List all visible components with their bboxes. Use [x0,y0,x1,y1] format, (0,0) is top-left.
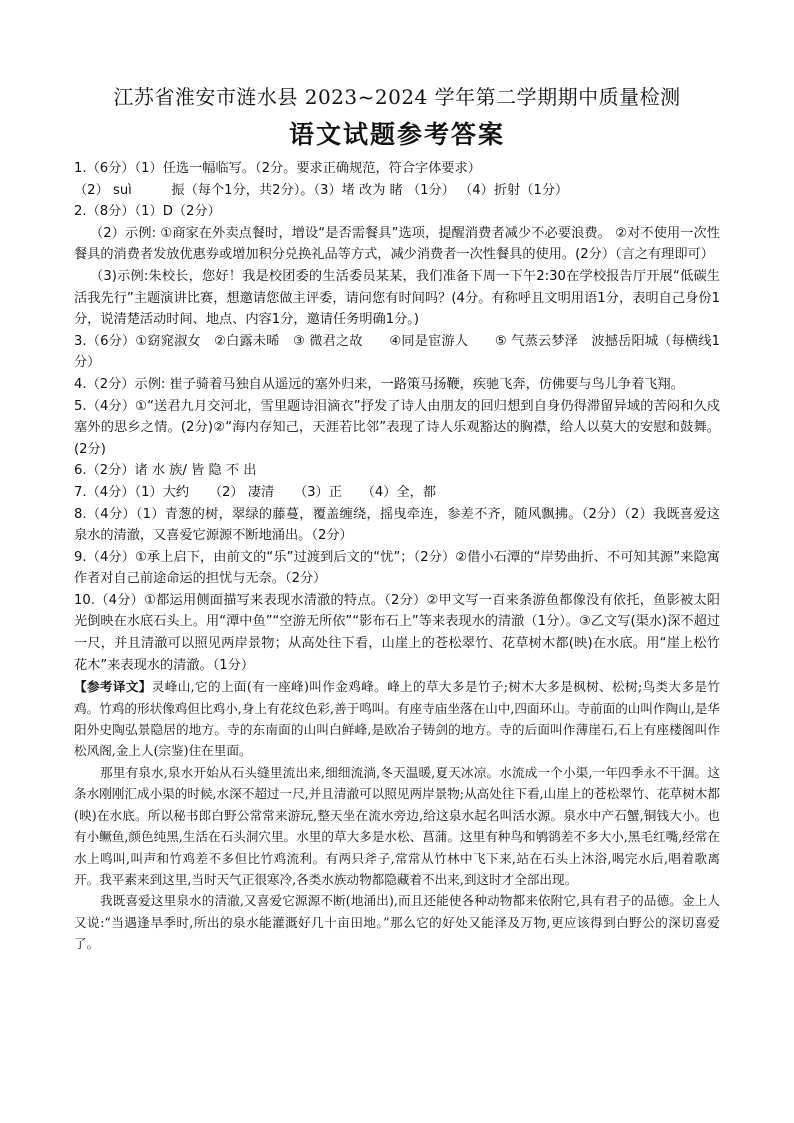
answer-1-continued: （2） suì 振（每个1分，共2分）。（3）堵 改为 睹 （1分） （4）折射（1分） [74,182,569,198]
answer-5: 5.（4分）①“送君九月交河北，雪里题诗泪滴衣”抒发了诗人由朋友的回归想到自身仍得滞留异域的苦闷和久戍塞外的思乡之情。(2分)②“海内存知己，天涯若比邻”表现了诗人乐观豁达的胸襟，给人以莫大的安慰和鼓舞。(2分) [74,398,720,457]
answer-list [74,158,720,676]
answer-10: 10.（4分）①都运用侧面描写来表现水清澈的特点。（2分）②甲文写一百来条游鱼都像没有依托，鱼影被太阳光倒映在水底石头上。用“潭中鱼”“空游无所依”“影布石上”等来表现水的清澈（1分）。③乙文写(渠水)深不超过一尺，并且清澈可以照见两岸景物；从高处往下看，山崖上的苍松翠竹、花草树木都(映)在水底。用“崖上松竹花木”来表现水的清澈。（1分） [74,592,720,673]
answer-6: 6.（2分）诸 水 族/ 皆 隐 不 出 [74,463,257,479]
document-title: 语文试题参考答案 [288,120,505,149]
exam-title: 江苏省淮安市涟水县 2023~2024 学年第二学期期中质量检测 [113,85,681,109]
answer-1: 1.（6分）（1）任选一幅临写。（2分。要求正确规范，符合字体要求） [74,161,481,176]
answer-7: 7.（4分）（1）大约 （2） 凄清 （3）正 （4）全，都 [74,484,437,500]
answer-3: 3.（6分）①窈窕淑女 ②白露未晞 ③ 微君之故 ④同是宦游人 ⑤ 气蒸云梦泽 波撼岳阳城（每横线1分） [74,333,720,371]
answer-8: 8.（4分）（1）青葱的树，翠绿的藤蔓，覆盖缠绕，摇曳牵连，参差不齐，随风飘拂。（2分）（2）我既喜爱这泉水的清澈，又喜爱它源源不断地涌出。（2分） [74,506,720,544]
answer-2-part-2: （2）示例: ①商家在外卖点餐时，增设“是否需餐具”选项，提醒消费者减少不必要浪费。 ②对不使用一次性餐具的消费者发放优惠券或增加积分兑换礼品等方式，减少消费者一次性餐具的使用。(2分）（言之有理即可） [74,225,720,263]
reference-paragraph-1 [74,676,720,762]
reference-paragraph-3: 我既喜爱这里泉水的清澈,又喜爱它源源不断(地涌出),而且还能使各种动物都来依附它,具有君子的品德。金上人又说:“当遇逢旱季时,所出的泉水能灌溉好几十亩田地。”那么它的好处又能泽及万物,更应该得到白野公的深切喜爱了。 [74,893,720,952]
answer-2-part-3: （3)示例:朱校长，您好！我是校团委的生活委员某某，我们准备下周一下午2:30在学校报告厅开展“低碳生活我先行”主题演讲比赛，想邀请您做主评委，请问您有时间吗？(4分。有称呼且文明用语1分，表明自己身份1分，说清楚活动时间、地点、内容1分，邀请任务明确1分。) [74,268,720,328]
answer-4: 4.（2分）示例: 崔子骑着马独自从遥远的塞外归来，一路策马扬鞭，疾驰飞奔，仿佛要与鸟儿争着飞翔。 [74,376,684,392]
reference-paragraph-2: 那里有泉水,泉水开始从石头缝里流出来,细细流淌,冬天温暖,夏天冰凉。水流成一个小渠,一年四季永不干涸。这条水刚刚汇成小渠的时候,水深不超过一尺,并且清澈可以照见两岸景物;从高处往下看,山崖上的苍松翠竹、花草树木都(映)在水底。所以秘书郎白野公常常来游玩,整天坐在流水旁边,给这泉水起名叫活水源。泉水中产石蟹,铜钱大小。也有小鳜鱼,颜色纯黑,生活在石头洞穴里。水里的草大多是水松、菖蒲。这里有种鸟和鸲鹆差不多大小,黑毛红嘴,经常在水上鸣叫,叫声和竹鸡差不多但比竹鸡流利。有两只斧子,常常从竹林中飞下来,站在石头上沐浴,喝完水后,唱着歌离开。我平素来到这里,当时天气正很寒冷,各类水族动物都隐藏着不出来,到这时才全部出现。 [74,764,720,887]
reference-text-1: 灵峰山,它的上面(有一座峰)叫作金鸡峰。峰上的草大多是竹子;树木大多是枫树、松树;鸟类大多是竹鸡。竹鸡的形状像鸡但比鸡小,身上有花纹色彩,善于鸣叫。有座寺庙坐落在山中,四面环山。寺前面的山叫作陶山,是华阳外史陶弘景隐居的地方。寺的东南面的山叫白鲜峰,是欧冶子铸剑的地方。寺的后面叫作薄崖石,石上有座楼阁叫作松风阁,金上人(宗鉴)住在里面。 [74,679,720,759]
reference-heading: 【参考译文】 [74,679,152,695]
answer-2: 2.（8分）（1）D（2分） [74,204,221,220]
reference-translation [74,676,720,954]
answer-9: 9.（4分）①承上启下，由前文的“乐”过渡到后文的“忧”；（2分）②借小石潭的“岸势曲折、不可知其源”来隐寓作者对自己前途命运的担忧与无奈。（2分） [74,549,720,587]
